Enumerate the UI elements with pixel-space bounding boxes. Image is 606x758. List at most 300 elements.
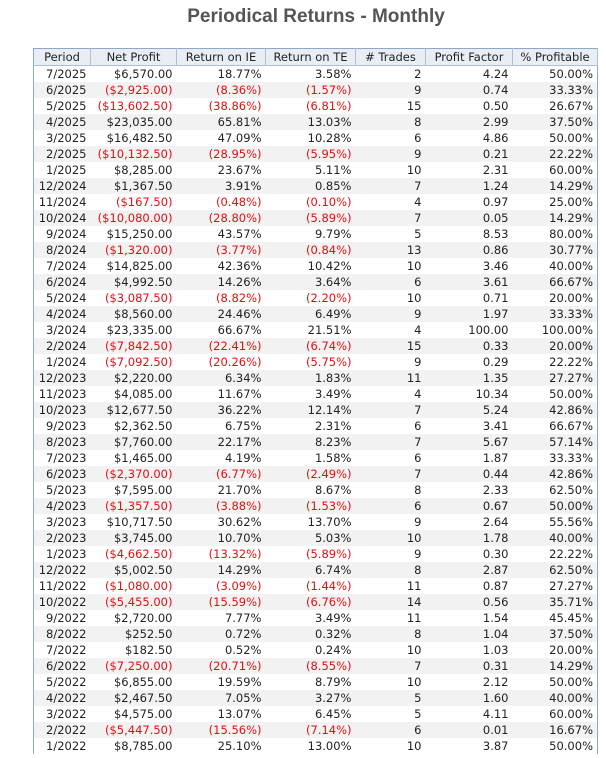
cell-period: 1/2022	[46, 738, 87, 753]
cell-period: 9/2023	[46, 418, 87, 433]
cell-profit-factor: 1.87	[482, 450, 509, 465]
cell-return-on-ie: 19.59%	[217, 674, 262, 689]
cell-pct-profitable: 42.86%	[513, 466, 598, 482]
table-row	[34, 594, 598, 610]
cell-period: 4/2024	[34, 306, 91, 322]
cell-period: 8/2024	[34, 242, 91, 258]
cell-return-on-te: (1.53%)	[266, 498, 356, 514]
cell-net-profit: $4,575.00	[113, 706, 173, 721]
cell-return-on-te: 5.11%	[314, 162, 352, 177]
cell-pct-profitable: 14.29%	[513, 658, 598, 674]
table-row	[34, 402, 598, 418]
cell-period: 3/2023	[46, 514, 87, 529]
cell-net-profit: ($10,132.50)	[91, 146, 177, 162]
cell-period: 7/2025	[46, 66, 87, 81]
table-row	[34, 306, 598, 322]
cell-return-on-te: 5.03%	[266, 530, 356, 546]
cell-profit-factor: 1.60	[426, 690, 513, 706]
cell-net-profit: ($1,080.00)	[104, 578, 173, 593]
cell-pct-profitable: 80.00%	[549, 226, 593, 241]
cell-net-profit: $1,367.50	[91, 178, 177, 194]
cell-return-on-ie: 6.34%	[177, 370, 266, 386]
cell-profit-factor: 2.87	[426, 562, 513, 578]
cell-period: 2/2022	[34, 722, 91, 738]
cell-net-profit: $8,785.00	[113, 738, 173, 753]
cell-return-on-te: (8.55%)	[266, 658, 356, 674]
cell-net-profit: ($167.50)	[115, 194, 173, 209]
cell-net-profit: $6,855.00	[113, 674, 173, 689]
cell-return-on-ie: 11.67%	[217, 386, 262, 401]
table-row	[34, 162, 598, 178]
cell-return-on-te: 13.03%	[266, 114, 356, 130]
column-header-period[interactable]: Period	[34, 49, 91, 66]
column-header-return-on-ie[interactable]: Return on IE	[177, 49, 266, 66]
cell-return-on-te: (0.10%)	[305, 194, 352, 209]
cell-return-on-te: 8.67%	[314, 482, 352, 497]
table-row	[34, 450, 598, 466]
cell-profit-factor: 0.50	[482, 98, 509, 113]
cell-return-on-te: (5.89%)	[266, 210, 356, 226]
cell-net-profit: $14,825.00	[106, 258, 173, 273]
cell-profit-factor: 1.78	[426, 530, 513, 546]
cell-return-on-ie: 21.70%	[217, 482, 262, 497]
cell-trades: 4	[414, 386, 422, 401]
cell-return-on-te: 10.28%	[307, 130, 352, 145]
cell-trades: 10	[406, 642, 422, 657]
cell-pct-profitable: 22.22%	[513, 146, 598, 162]
cell-profit-factor: 4.86	[482, 130, 509, 145]
cell-net-profit: $2,467.50	[91, 690, 177, 706]
cell-pct-profitable: 35.71%	[513, 594, 598, 610]
cell-pct-profitable: 22.22%	[549, 546, 593, 561]
column-header-profit-factor[interactable]: Profit Factor	[426, 49, 513, 66]
cell-pct-profitable: 27.27%	[549, 578, 593, 593]
cell-return-on-te: 3.58%	[314, 66, 352, 81]
cell-net-profit: $6,570.00	[113, 66, 173, 81]
cell-pct-profitable: 14.29%	[513, 210, 598, 226]
column-header-pct-profitable[interactable]: % Profitable	[513, 49, 598, 66]
cell-profit-factor: 2.64	[482, 514, 509, 529]
cell-profit-factor: 4.11	[482, 706, 509, 721]
cell-return-on-te: (2.20%)	[305, 290, 352, 305]
cell-return-on-te: 1.58%	[314, 450, 352, 465]
cell-period: 5/2024	[46, 290, 87, 305]
cell-return-on-ie: 47.09%	[217, 130, 262, 145]
cell-profit-factor: 1.54	[482, 610, 509, 625]
cell-trades: 7	[356, 466, 426, 482]
cell-return-on-ie: 23.67%	[217, 162, 262, 177]
cell-return-on-ie: 36.22%	[177, 402, 266, 418]
cell-pct-profitable: 16.67%	[513, 722, 598, 738]
table-row	[34, 642, 598, 658]
table-row	[34, 66, 598, 83]
cell-net-profit: $7,595.00	[113, 482, 173, 497]
cell-pct-profitable: 50.00%	[549, 386, 593, 401]
cell-return-on-te: (2.49%)	[266, 466, 356, 482]
cell-return-on-ie: 22.17%	[177, 434, 266, 450]
cell-profit-factor: 0.05	[426, 210, 513, 226]
cell-net-profit: $12,677.50	[91, 402, 177, 418]
cell-pct-profitable: 62.50%	[549, 482, 593, 497]
cell-return-on-te: 6.45%	[314, 706, 352, 721]
cell-profit-factor: 0.74	[426, 82, 513, 98]
cell-net-profit: ($1,320.00)	[91, 242, 177, 258]
cell-profit-factor: 2.99	[426, 114, 513, 130]
cell-net-profit: ($1,357.50)	[91, 498, 177, 514]
cell-profit-factor: 0.33	[426, 338, 513, 354]
cell-period: 12/2022	[34, 562, 91, 578]
cell-net-profit: $1,465.00	[113, 450, 173, 465]
cell-return-on-te: 8.79%	[314, 674, 352, 689]
cell-period: 1/2024	[46, 354, 87, 369]
cell-profit-factor: 0.97	[482, 194, 509, 209]
cell-return-on-ie: (15.56%)	[177, 722, 266, 738]
cell-trades: 5	[414, 706, 422, 721]
cell-net-profit: $3,745.00	[91, 530, 177, 546]
cell-return-on-ie: (8.36%)	[177, 82, 266, 98]
cell-period: 3/2024	[46, 322, 87, 337]
cell-net-profit: ($2,925.00)	[91, 82, 177, 98]
cell-period: 9/2022	[46, 610, 87, 625]
cell-period: 2/2023	[34, 530, 91, 546]
cell-trades: 7	[356, 434, 426, 450]
cell-return-on-ie: 14.26%	[177, 274, 266, 290]
table-row	[34, 626, 598, 642]
cell-net-profit: ($4,662.50)	[104, 546, 173, 561]
cell-return-on-ie: (13.32%)	[208, 546, 262, 561]
cell-pct-profitable: 27.27%	[513, 370, 598, 386]
table-header-row	[34, 49, 598, 66]
cell-return-on-te: 12.14%	[266, 402, 356, 418]
cell-trades: 8	[356, 562, 426, 578]
cell-trades: 6	[414, 450, 422, 465]
cell-pct-profitable: 50.00%	[549, 674, 593, 689]
cell-profit-factor: 0.67	[426, 498, 513, 514]
cell-net-profit: ($10,080.00)	[91, 210, 177, 226]
cell-return-on-te: (5.89%)	[305, 546, 352, 561]
cell-profit-factor: 0.01	[426, 722, 513, 738]
cell-trades: 5	[356, 690, 426, 706]
cell-profit-factor: 1.24	[426, 178, 513, 194]
table-row	[34, 210, 598, 226]
cell-profit-factor: 3.61	[426, 274, 513, 290]
cell-net-profit: ($7,842.50)	[91, 338, 177, 354]
column-header-trades[interactable]: # Trades	[356, 49, 426, 66]
returns-table	[33, 48, 598, 754]
cell-trades: 5	[414, 226, 422, 241]
cell-profit-factor: 1.97	[426, 306, 513, 322]
cell-period: 3/2025	[46, 130, 87, 145]
cell-return-on-ie: (15.59%)	[177, 594, 266, 610]
cell-profit-factor: 5.67	[426, 434, 513, 450]
cell-net-profit: $182.50	[124, 642, 173, 657]
cell-trades: 4	[414, 322, 422, 337]
cell-period: 4/2022	[34, 690, 91, 706]
cell-return-on-te: (1.57%)	[266, 82, 356, 98]
cell-net-profit: $4,992.50	[91, 274, 177, 290]
cell-return-on-ie: 18.77%	[217, 66, 262, 81]
cell-net-profit: $252.50	[91, 626, 177, 642]
cell-return-on-ie: 42.36%	[217, 258, 262, 273]
cell-trades: 9	[414, 546, 422, 561]
cell-profit-factor: 100.00	[468, 322, 509, 337]
cell-profit-factor: 4.24	[482, 66, 509, 81]
cell-return-on-ie: 66.67%	[217, 322, 262, 337]
cell-profit-factor: 0.86	[426, 242, 513, 258]
cell-trades: 14	[356, 594, 426, 610]
cell-trades: 7	[356, 402, 426, 418]
cell-period: 12/2024	[34, 178, 91, 194]
cell-return-on-ie: 14.29%	[177, 562, 266, 578]
cell-period: 6/2025	[34, 82, 91, 98]
cell-net-profit: $2,720.00	[113, 610, 173, 625]
cell-return-on-te: 0.32%	[266, 626, 356, 642]
cell-period: 3/2022	[46, 706, 87, 721]
table-row	[34, 722, 598, 738]
cell-profit-factor: 0.29	[482, 354, 509, 369]
cell-trades: 9	[414, 354, 422, 369]
cell-period: 5/2025	[46, 98, 87, 113]
cell-profit-factor: 1.35	[426, 370, 513, 386]
cell-return-on-te: 3.49%	[314, 386, 352, 401]
cell-period: 6/2024	[34, 274, 91, 290]
cell-pct-profitable: 50.00%	[549, 738, 593, 753]
table-row	[34, 514, 598, 530]
cell-net-profit: ($7,250.00)	[91, 658, 177, 674]
cell-pct-profitable: 20.00%	[549, 290, 593, 305]
cell-return-on-ie: 30.62%	[217, 514, 262, 529]
cell-net-profit: $15,250.00	[106, 226, 173, 241]
cell-return-on-ie: 7.05%	[177, 690, 266, 706]
cell-pct-profitable: 14.29%	[513, 178, 598, 194]
table-row	[34, 98, 598, 114]
cell-return-on-ie: (6.77%)	[177, 466, 266, 482]
cell-period: 5/2022	[46, 674, 87, 689]
cell-net-profit: $8,560.00	[91, 306, 177, 322]
table-row	[34, 578, 598, 594]
column-header-return-on-te[interactable]: Return on TE	[266, 49, 356, 66]
cell-period: 10/2023	[34, 402, 91, 418]
cell-return-on-ie: (3.88%)	[177, 498, 266, 514]
cell-return-on-te: 21.51%	[307, 322, 352, 337]
cell-pct-profitable: 42.86%	[513, 402, 598, 418]
cell-net-profit: $5,002.50	[91, 562, 177, 578]
cell-trades: 6	[356, 722, 426, 738]
cell-return-on-ie: (0.48%)	[215, 194, 262, 209]
cell-return-on-te: 10.42%	[307, 258, 352, 273]
table-row	[34, 546, 598, 562]
cell-trades: 9	[356, 82, 426, 98]
cell-profit-factor: 0.30	[482, 546, 509, 561]
cell-pct-profitable: 26.67%	[549, 98, 593, 113]
cell-return-on-te: 3.27%	[266, 690, 356, 706]
cell-profit-factor: 1.03	[482, 642, 509, 657]
cell-pct-profitable: 20.00%	[513, 338, 598, 354]
cell-profit-factor: 2.31	[482, 162, 509, 177]
cell-period: 9/2024	[46, 226, 87, 241]
cell-trades: 15	[356, 338, 426, 354]
cell-trades: 6	[414, 418, 422, 433]
cell-period: 4/2025	[34, 114, 91, 130]
cell-return-on-ie: 65.81%	[177, 114, 266, 130]
cell-return-on-te: (6.76%)	[266, 594, 356, 610]
cell-net-profit: ($7,092.50)	[104, 354, 173, 369]
cell-pct-profitable: 33.33%	[513, 306, 598, 322]
cell-trades: 2	[414, 66, 422, 81]
cell-return-on-te: (6.74%)	[266, 338, 356, 354]
cell-net-profit: $2,362.50	[113, 418, 173, 433]
cell-period: 10/2022	[34, 594, 91, 610]
table-row	[34, 466, 598, 482]
cell-return-on-te: 8.23%	[266, 434, 356, 450]
cell-profit-factor: 10.34	[475, 386, 509, 401]
cell-profit-factor: 1.04	[426, 626, 513, 642]
cell-return-on-ie: (28.95%)	[177, 146, 266, 162]
cell-return-on-te: (1.44%)	[305, 578, 352, 593]
cell-net-profit: $16,482.50	[106, 130, 173, 145]
cell-trades: 8	[414, 482, 422, 497]
cell-period: 6/2023	[34, 466, 91, 482]
cell-return-on-te: 2.31%	[314, 418, 352, 433]
cell-pct-profitable: 30.77%	[513, 242, 598, 258]
table-row	[34, 178, 598, 194]
cell-pct-profitable: 22.22%	[549, 354, 593, 369]
cell-profit-factor: 0.31	[426, 658, 513, 674]
column-header-net-profit[interactable]: Net Profit	[91, 49, 177, 66]
cell-net-profit: $8,285.00	[113, 162, 173, 177]
cell-pct-profitable: 40.00%	[513, 530, 598, 546]
cell-period: 7/2024	[46, 258, 87, 273]
cell-net-profit: ($3,087.50)	[104, 290, 173, 305]
cell-trades: 10	[406, 290, 422, 305]
cell-profit-factor: 0.87	[482, 578, 509, 593]
table-row	[34, 562, 598, 578]
table-row	[34, 418, 598, 434]
table-row	[34, 674, 598, 690]
cell-return-on-ie: 4.19%	[224, 450, 262, 465]
cell-profit-factor: 0.21	[426, 146, 513, 162]
cell-period: 11/2024	[38, 194, 87, 209]
cell-net-profit: $23,035.00	[91, 114, 177, 130]
table-row	[34, 530, 598, 546]
cell-net-profit: $10,717.50	[106, 514, 173, 529]
cell-net-profit: ($13,602.50)	[97, 98, 173, 113]
cell-period: 12/2023	[34, 370, 91, 386]
cell-pct-profitable: 57.14%	[513, 434, 598, 450]
cell-return-on-ie: 25.10%	[217, 738, 262, 753]
cell-period: 10/2024	[34, 210, 91, 226]
cell-return-on-te: 3.64%	[266, 274, 356, 290]
cell-pct-profitable: 25.00%	[549, 194, 593, 209]
cell-profit-factor: 5.24	[426, 402, 513, 418]
cell-pct-profitable: 33.33%	[549, 450, 593, 465]
cell-profit-factor: 0.44	[426, 466, 513, 482]
table-row	[34, 274, 598, 290]
cell-trades: 7	[356, 210, 426, 226]
cell-return-on-ie: (20.71%)	[177, 658, 266, 674]
cell-return-on-te: 1.83%	[266, 370, 356, 386]
cell-return-on-te: 3.49%	[314, 610, 352, 625]
cell-period: 1/2023	[46, 546, 87, 561]
cell-return-on-ie: (8.82%)	[215, 290, 262, 305]
table-row	[34, 498, 598, 514]
cell-profit-factor: 0.56	[426, 594, 513, 610]
cell-profit-factor: 3.87	[482, 738, 509, 753]
table-row	[34, 82, 598, 98]
cell-return-on-ie: (20.26%)	[208, 354, 262, 369]
cell-net-profit: $4,085.00	[113, 386, 173, 401]
cell-return-on-ie: (28.80%)	[177, 210, 266, 226]
cell-trades: 8	[356, 626, 426, 642]
cell-period: 11/2023	[38, 386, 87, 401]
cell-profit-factor: 3.41	[482, 418, 509, 433]
table-row	[34, 322, 598, 338]
cell-trades: 6	[356, 274, 426, 290]
cell-trades: 10	[406, 674, 422, 689]
cell-return-on-ie: 10.70%	[177, 530, 266, 546]
cell-pct-profitable: 40.00%	[513, 690, 598, 706]
table-row	[34, 130, 598, 146]
table-row	[34, 690, 598, 706]
cell-pct-profitable: 50.00%	[513, 498, 598, 514]
cell-return-on-ie: 24.46%	[177, 306, 266, 322]
cell-return-on-ie: 13.07%	[217, 706, 262, 721]
cell-trades: 9	[356, 146, 426, 162]
cell-trades: 7	[356, 658, 426, 674]
cell-pct-profitable: 37.50%	[513, 114, 598, 130]
cell-period: 11/2022	[38, 578, 87, 593]
cell-period: 8/2022	[34, 626, 91, 642]
table-row	[34, 258, 598, 274]
cell-pct-profitable: 66.67%	[549, 418, 593, 433]
cell-return-on-te: (6.81%)	[305, 98, 352, 113]
cell-profit-factor: 0.71	[482, 290, 509, 305]
table-row	[34, 434, 598, 450]
cell-trades: 8	[356, 114, 426, 130]
table-row	[34, 146, 598, 162]
cell-profit-factor: 8.53	[482, 226, 509, 241]
cell-return-on-te: (5.75%)	[305, 354, 352, 369]
table-row	[34, 226, 598, 242]
cell-period: 2/2024	[34, 338, 91, 354]
cell-return-on-te: 0.24%	[314, 642, 352, 657]
table-row	[34, 610, 598, 626]
cell-return-on-ie: 0.52%	[224, 642, 262, 657]
cell-trades: 6	[356, 498, 426, 514]
cell-trades: 10	[406, 738, 422, 753]
table-row	[34, 706, 598, 722]
cell-pct-profitable: 40.00%	[549, 258, 593, 273]
cell-return-on-te: 13.70%	[307, 514, 352, 529]
cell-trades: 7	[356, 178, 426, 194]
cell-pct-profitable: 37.50%	[513, 626, 598, 642]
table-row	[34, 658, 598, 674]
cell-pct-profitable: 20.00%	[549, 642, 593, 657]
cell-pct-profitable: 55.56%	[549, 514, 593, 529]
table-row	[34, 386, 598, 402]
cell-return-on-te: 9.79%	[314, 226, 352, 241]
cell-trades: 15	[406, 98, 422, 113]
cell-period: 7/2022	[46, 642, 87, 657]
table-row	[34, 114, 598, 130]
table-row	[34, 338, 598, 354]
cell-return-on-ie: (3.09%)	[215, 578, 262, 593]
table-row	[34, 370, 598, 386]
cell-profit-factor: 2.12	[482, 674, 509, 689]
page-title: Periodical Returns - Monthly	[187, 6, 445, 27]
cell-net-profit: $23,335.00	[106, 322, 173, 337]
cell-trades: 10	[356, 530, 426, 546]
